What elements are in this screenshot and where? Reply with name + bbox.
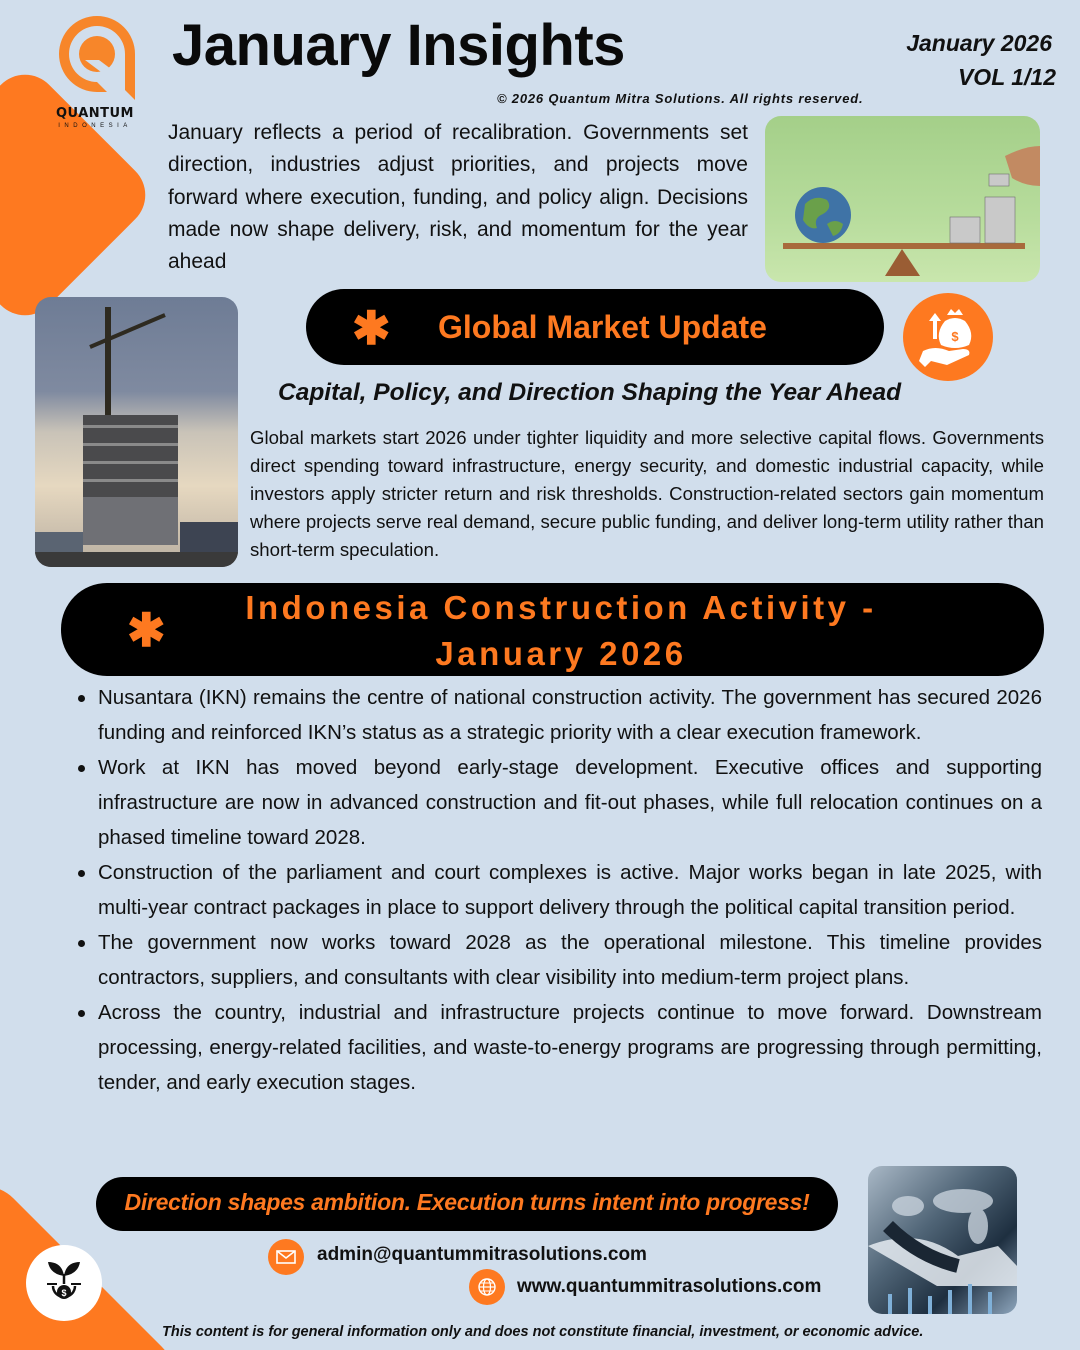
brand-logo [45,12,145,132]
quantum-q-logo-icon [55,12,139,104]
copyright-notice: © 2026 Quantum Mitra Solutions. All rights reserved. [497,91,864,106]
growth-seed-icon [26,1245,102,1321]
balance-image [765,116,1040,282]
svg-text:$: $ [61,1288,67,1298]
list-item: The government now works toward 2028 as the operational milestone. This timeline provides contractors, suppliers, and consultants with clear visibility into medium-term project plans. [76,925,1042,995]
indonesia-bullet-list [76,680,1042,1100]
section-header-indonesia [61,583,1044,676]
svg-text:$: $ [951,329,959,344]
brand-name: QUANTUM [55,106,134,121]
asterisk-icon: ✱ [127,604,166,656]
brand-subtitle: INDONESIA [58,123,132,129]
list-item: Across the country, industrial and infrastructure projects continue to move forward. Downstream processing, energy-related facilities, and waste-to-energy programs are progressing through permitting, tender, and early execution stages. [76,995,1042,1100]
building-crane-illustration [35,297,238,567]
world-map-image [868,1166,1017,1314]
globe-coins-seesaw-illustration [765,116,1040,282]
money-bag-hand-icon [903,293,993,381]
email-icon [268,1239,304,1275]
construction-building-image [35,297,238,567]
section-title-global-market: Global Market Update [438,309,767,345]
website-link[interactable]: www.quantummitrasolutions.com [517,1276,822,1297]
section-title-indonesia [181,585,941,677]
list-item: Work at IKN has moved beyond early-stage development. Executive offices and supporting infrastructure are now in advanced construction and fit-out phases, while full relocation continues on a phased timeline toward 2028. [76,750,1042,855]
section-title-line-1: Indonesia Construction Activity - [245,589,877,626]
globe-icon [469,1269,505,1305]
global-market-subheading: Capital, Policy, and Direction Shaping the Year Ahead [278,379,902,406]
closing-quote: Direction shapes ambition. Execution turns intent into progress! [124,1189,810,1215]
contact-email-link[interactable]: admin@quantummitrasolutions.com [317,1244,647,1265]
list-item: Nusantara (IKN) remains the centre of national construction activity. The government has secured 2026 funding and reinforced IKN’s status as a strategic priority with a clear execution framework. [76,680,1042,750]
section-title-line-2: January 2026 [435,635,687,672]
page-title: January Insights [172,13,625,78]
asterisk-icon: ✱ [352,302,391,354]
world-map-handshake-illustration [868,1166,1017,1314]
global-market-body: Global markets start 2026 under tighter liquidity and more selective capital flows. Governments direct spending toward infrastructure, energy security, and domestic industrial capacity, while investors apply stricter return and risk thresholds. Construction-related sectors gain momentum where projects serve real demand, secure public funding, and deliver long-term utility rather than short-term speculation. [250,427,1044,560]
list-item: Construction of the parliament and court complexes is active. Major works began in late 2025, with multi-year contract packages in place to support delivery through the political capital transition period. [76,855,1042,925]
disclaimer-text: This content is for general information only and does not constitute financial, investment, or economic advice. [162,1324,924,1340]
issue-volume: VOL 1/12 [957,64,1056,90]
section-header-global-market [306,289,884,365]
closing-quote-banner [96,1177,838,1231]
intro-paragraph: January reflects a period of recalibration. Governments set direction, industries adjust priorities, and projects move forward where execution, funding, and policy align. Decisions made now shape delivery, risk, and momentum for the year ahead [168,121,748,274]
issue-date: January 2026 [906,30,1052,56]
